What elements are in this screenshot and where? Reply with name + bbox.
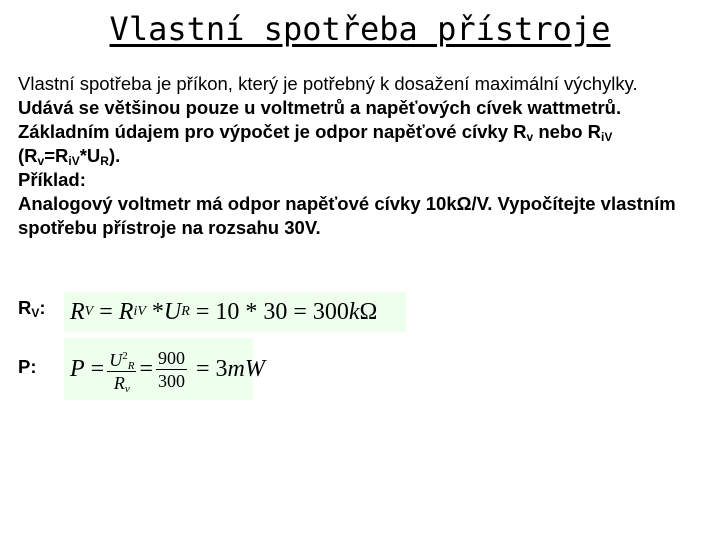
text-body	[18, 72, 698, 240]
text-line-example: Analogový voltmetr má odpor napěťové cívky 10kΩ/V. Vypočítejte vlastním spotřebu přístroje na rozsahu 30V.	[18, 193, 676, 238]
fraction-values: $\frac{900}{300}$	[158, 347, 185, 391]
formula-p: P = $\frac{U^2_R}{R_v}$ = $\frac{900}{300}$ = 3 mW	[64, 338, 253, 400]
text-line-example-heading: Příklad:	[18, 169, 86, 190]
text-line-basis: Základním údajem pro výpočet je odpor napěťové cívky $R_v$ nebo $R_{iV}$	[18, 121, 613, 144]
text-line-usage: Udává se většinou pouze u voltmetrů a napěťových cívek wattmetrů.	[18, 97, 622, 118]
p-row	[18, 336, 278, 402]
p-label: P:	[18, 356, 37, 377]
page-title: Vlastní spotřeba přístroje	[109, 10, 611, 48]
text-line-definition: Vlastní spotřeba je příkon, který je potřebný k dosažení maximální výchylky.	[18, 73, 638, 94]
text-line-relation: $(R_v=R_{iV}*U_R)$.	[18, 145, 121, 168]
formula-rv: R V = R iV * U R = 10 * 30 = 300 k Ω	[64, 292, 406, 332]
rv-label: $R_V$:	[18, 297, 46, 320]
rv-row	[18, 288, 418, 334]
fraction-power: $\frac{U^2_R}{R_v}$	[107, 345, 136, 394]
